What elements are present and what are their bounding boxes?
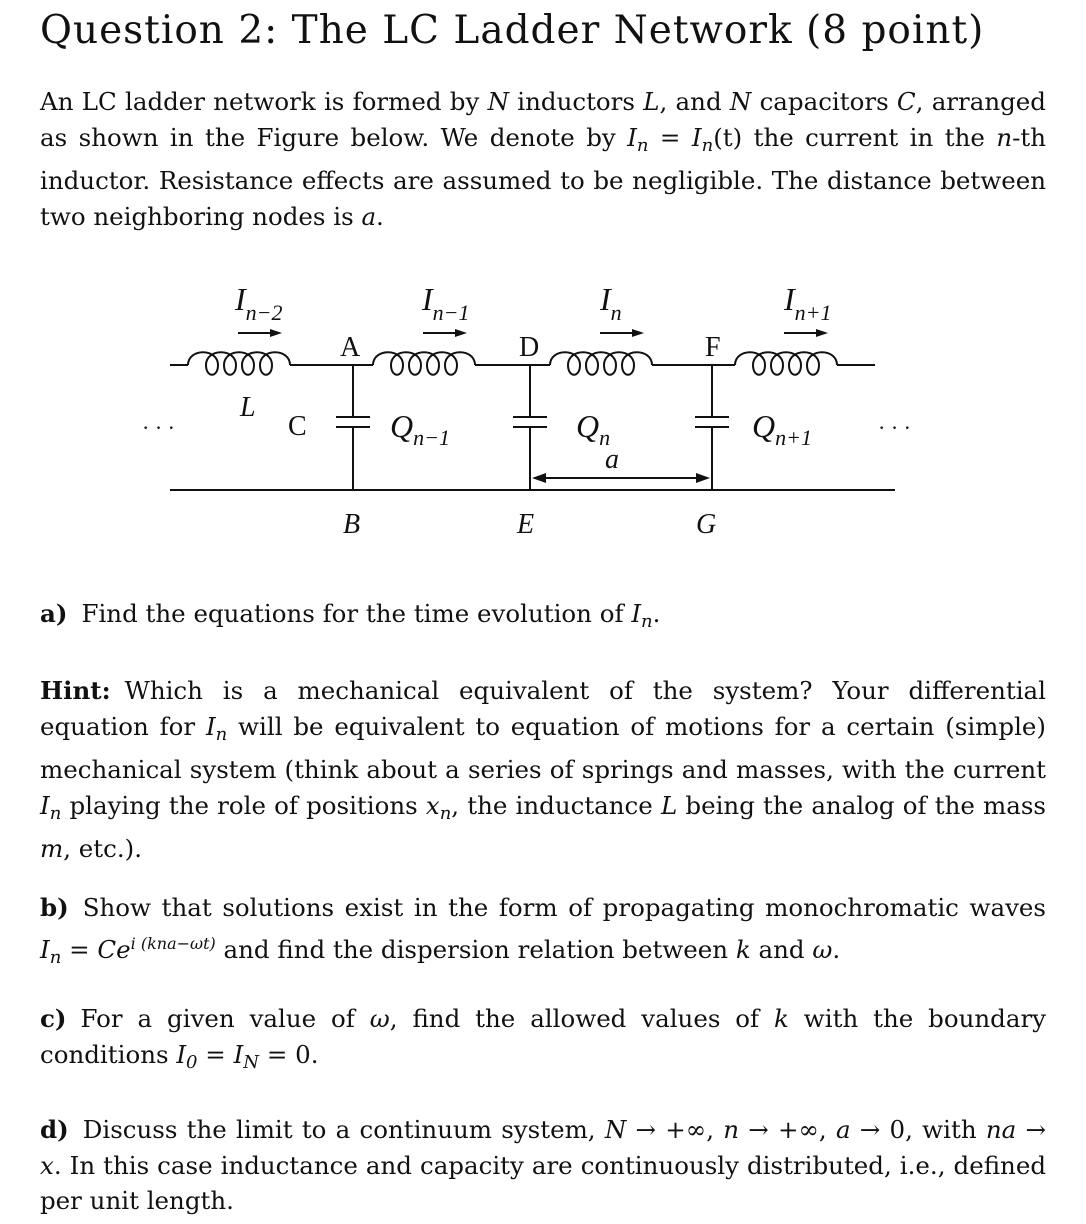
distance-arrow xyxy=(532,473,710,483)
current-label: $I_{n-2}$ xyxy=(235,281,283,325)
charge-label: $Q_n$ xyxy=(576,408,611,450)
capacitance-label: C xyxy=(288,411,307,442)
distance-label: a xyxy=(605,444,619,475)
node-label: G xyxy=(696,509,717,540)
node-label: A xyxy=(340,332,361,363)
inductance-label: L xyxy=(240,392,256,423)
inductor-coil xyxy=(188,352,290,375)
inductor-coil xyxy=(735,352,837,375)
current-label: $I_{n-1}$ xyxy=(422,281,470,325)
node-label: E xyxy=(517,509,535,540)
part-c: c) For a given value of ω, find the allowed values of k with the boundary conditions $I_0 = I_N = 0$. xyxy=(40,1004,1047,1073)
ellipsis-left: · · · xyxy=(142,415,175,440)
lc-ladder-figure xyxy=(140,270,920,550)
node-label: F xyxy=(705,332,721,363)
part-d: d) Discuss the limit to a continuum system, N → +∞, n → +∞, a → 0, with na → x. In this case inductance and capacity are continuously distributed, i.e., defined per unit length. xyxy=(40,1115,1046,1215)
ellipsis-right: · · · xyxy=(878,415,911,440)
question-title: Question 2: The LC Ladder Network (8 point) xyxy=(40,8,985,53)
current-label: $I_n$ xyxy=(600,281,622,325)
node-label: D xyxy=(519,332,540,363)
part-a: a) Find the equations for the time evolution of $I_n$. xyxy=(40,599,661,632)
charge-label: $Q_{n+1}$ xyxy=(752,408,812,450)
node-label: B xyxy=(343,509,361,540)
charge-label: $Q_{n-1}$ xyxy=(390,408,450,450)
inductor-coil xyxy=(550,352,652,375)
part-b: b) Show that solutions exist in the form of propagating monochromatic waves $I_n = Ce^{i (kna-\omega t)}$ and find the dispersion relation between k and ω. xyxy=(40,893,1046,968)
inductor-coil xyxy=(373,352,475,375)
intro-paragraph: An LC ladder network is formed by N inductors L, and N capacitors C, arranged as shown in the Figure below. We denote by $I_n = I_n(t)$ the current in the n-th inductor. Resistance effects are assumed to be negligible. The distance between two neighboring nodes is a. xyxy=(40,87,1046,231)
current-label: $I_{n+1}$ xyxy=(784,281,832,325)
hint-paragraph: Hint: Which is a mechanical equivalent of the system? Your differential equation for $I_n$ will be equivalent to equation of motions for a certain (simple) mechanical system (think about a series of springs and masses, with the current $I_n$ playing the role of positions $x_n$, the inductance L being the analog of the mass m, etc.). xyxy=(40,676,1046,863)
